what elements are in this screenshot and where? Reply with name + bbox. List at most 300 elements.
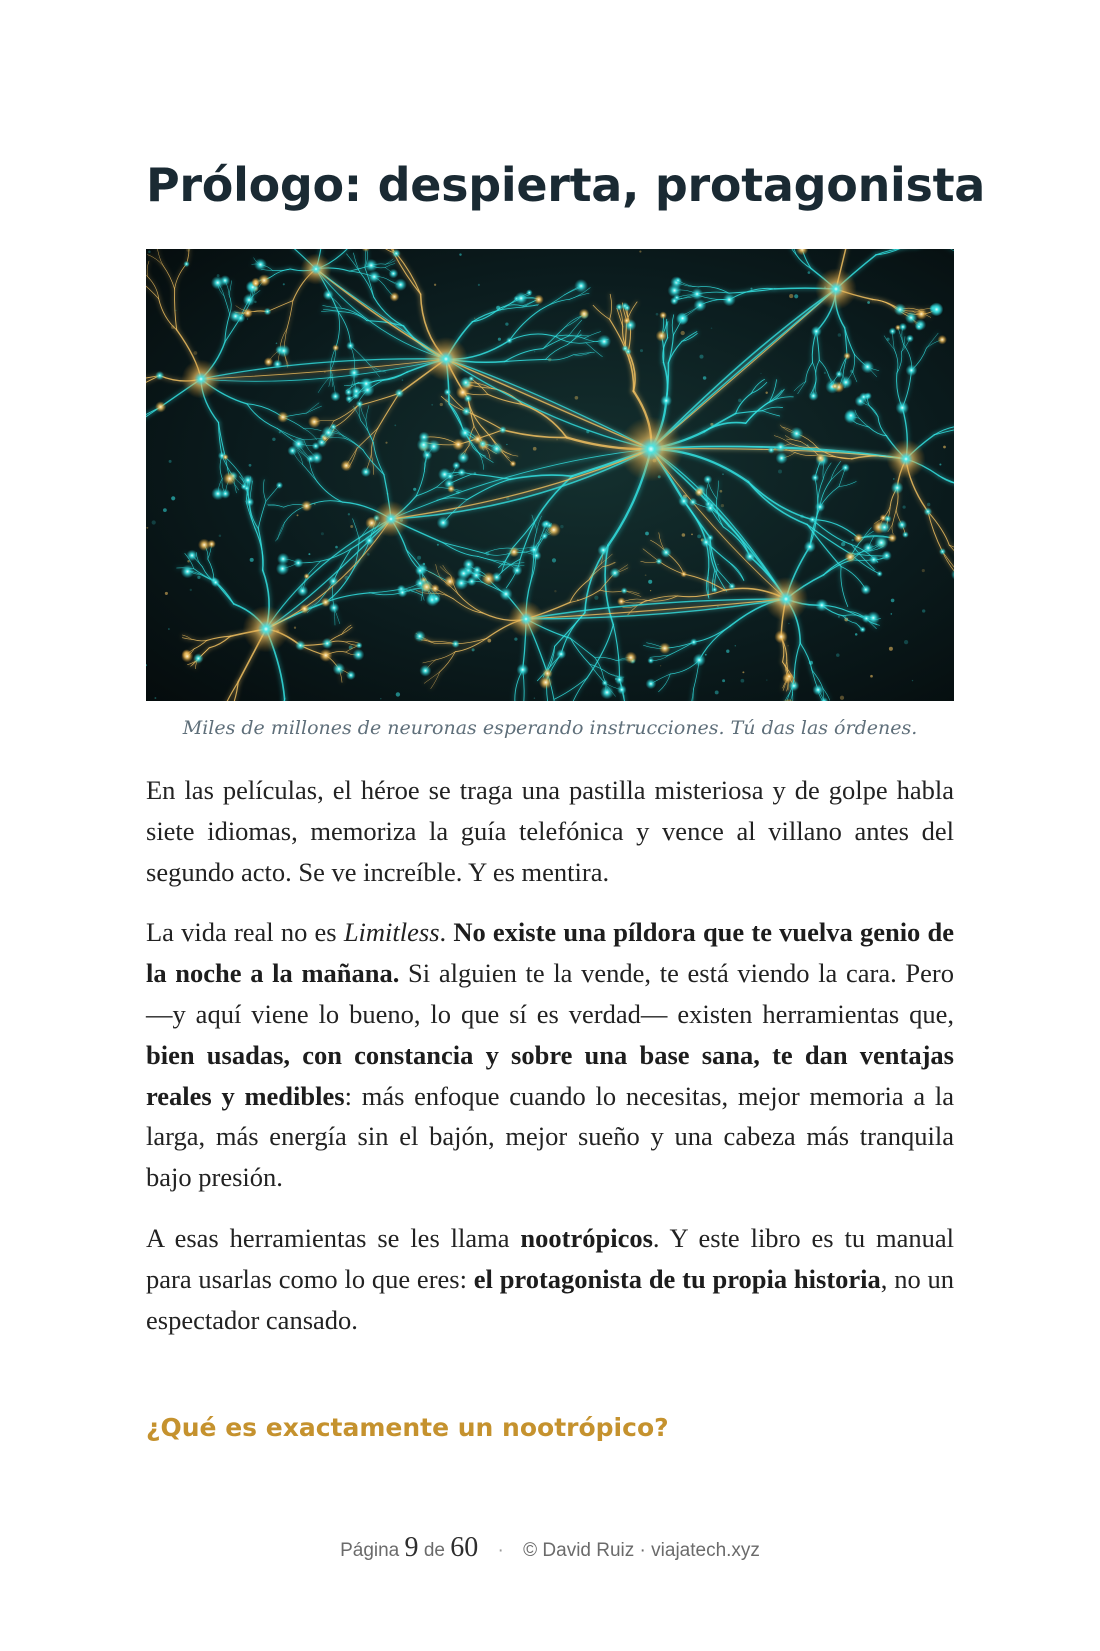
synapse-node — [690, 638, 698, 646]
synapse-node — [223, 472, 236, 485]
synapse-node — [712, 587, 718, 593]
synapse-node — [464, 394, 472, 402]
synapse-node — [229, 310, 242, 323]
synapse-node — [888, 533, 897, 542]
synapse-node — [332, 344, 339, 351]
particle — [722, 679, 725, 682]
particle — [711, 327, 713, 329]
particle — [417, 556, 421, 560]
synapse-node — [243, 294, 255, 306]
synapse-node — [510, 460, 517, 467]
synapse-node — [444, 575, 456, 587]
synapse-node — [906, 335, 914, 343]
particle — [922, 569, 925, 572]
particle — [645, 532, 649, 536]
synapse-node — [695, 488, 704, 497]
synapse-node — [809, 516, 817, 524]
synapse-node — [924, 507, 932, 515]
particle — [697, 534, 701, 538]
synapse-node — [529, 544, 540, 555]
synapse-node — [617, 685, 627, 695]
figure-caption: Miles de millones de neuronas esperando instrucciones. Tú das las órdenes. — [182, 717, 918, 739]
synapse-node — [862, 542, 874, 554]
synapse-node — [515, 292, 528, 305]
particle — [715, 690, 719, 694]
particle — [594, 596, 598, 600]
particle — [552, 558, 556, 562]
synapse-node — [333, 663, 345, 675]
synapse-node — [452, 461, 460, 469]
synapse-node — [897, 520, 907, 530]
synapse-node — [876, 571, 882, 577]
particle — [190, 589, 192, 591]
synapse-node — [574, 279, 588, 293]
particle — [163, 508, 167, 512]
particle — [656, 313, 659, 316]
soma-core — [438, 351, 453, 366]
synapse-node — [361, 467, 371, 477]
particle — [534, 697, 535, 698]
synapse-node — [542, 668, 552, 678]
synapse-node — [902, 531, 909, 538]
synapse-node — [276, 562, 289, 575]
synapse-node — [789, 680, 800, 691]
synapse-node — [446, 472, 454, 480]
particle — [402, 379, 403, 380]
particle — [705, 654, 707, 656]
synapse-node — [843, 352, 850, 359]
particle — [560, 525, 563, 528]
page-of-label: de — [423, 1540, 445, 1561]
synapse-node — [447, 485, 455, 493]
particle — [487, 639, 491, 643]
body-paragraph — [146, 770, 954, 892]
synapse-node — [541, 533, 548, 540]
synapse-node — [790, 427, 804, 441]
text-run: . — [439, 917, 454, 948]
synapse-node — [811, 326, 822, 337]
page-footer — [0, 1530, 1100, 1569]
soma-core — [829, 282, 843, 296]
particle — [431, 404, 433, 406]
synapse-node — [356, 400, 364, 408]
particle — [778, 470, 782, 474]
particle — [533, 447, 537, 451]
synapse-node — [389, 269, 399, 279]
synapse-node — [861, 360, 874, 373]
synapse-node — [844, 409, 857, 422]
synapse-node — [323, 289, 334, 300]
synapse-node — [360, 377, 373, 390]
synapse-node — [600, 686, 614, 700]
particle — [787, 645, 789, 647]
bold-text: bien usadas, con constancia y sobre una base sana, te dan ventajas reales y medibles — [146, 1039, 954, 1111]
particle — [247, 318, 248, 319]
synapse-node — [707, 534, 714, 541]
particle — [912, 680, 913, 681]
synapse-node — [854, 533, 864, 543]
particle — [808, 271, 811, 274]
section-subheading: ¿Qué es exactamente un nootrópico? — [146, 1413, 669, 1442]
synapse-node — [659, 643, 671, 655]
particle — [297, 514, 299, 516]
synapse-node — [207, 540, 216, 549]
synapse-node — [689, 498, 698, 507]
synapse-node — [312, 442, 320, 450]
particle — [171, 496, 175, 500]
particle — [294, 627, 296, 629]
synapse-node — [597, 544, 609, 556]
synapse-node — [273, 359, 283, 369]
synapse-node — [691, 288, 703, 300]
particle — [904, 640, 908, 644]
synapse-node — [915, 322, 923, 330]
synapse-node — [882, 551, 892, 561]
synapse-node — [243, 308, 253, 318]
synapse-node — [311, 452, 323, 464]
synapse-node — [930, 303, 944, 317]
particle — [348, 513, 350, 515]
particle — [645, 574, 647, 576]
particle — [394, 424, 396, 426]
synapse-node — [437, 516, 450, 529]
particle — [742, 671, 744, 673]
particle — [308, 553, 310, 555]
synapse-node — [647, 657, 654, 664]
synapse-node — [623, 317, 630, 324]
footer-credit: © David Ruiz · viajatech.xyz — [523, 1540, 760, 1561]
particle — [660, 665, 661, 666]
particle — [867, 301, 870, 304]
synapse-node — [775, 441, 786, 452]
particle — [717, 564, 718, 565]
particle — [794, 294, 798, 298]
particle — [851, 539, 853, 541]
particle — [472, 648, 475, 651]
synapse-node — [878, 521, 890, 533]
particle — [396, 692, 400, 696]
synapse-node — [659, 311, 667, 319]
synapse-node — [277, 411, 288, 422]
synapse-node — [346, 341, 355, 350]
particle — [321, 532, 324, 535]
particle — [939, 463, 941, 465]
synapse-node — [258, 274, 270, 286]
synapse-node — [452, 438, 464, 450]
synapse-node — [346, 670, 356, 680]
particle — [506, 444, 507, 445]
italic-text: Limitless — [343, 917, 440, 948]
synapse-node — [321, 597, 331, 607]
synapse-node — [397, 588, 407, 598]
body-paragraph — [146, 1218, 954, 1340]
synapse-node — [293, 558, 303, 568]
synapse-node — [656, 558, 663, 565]
synapse-node — [705, 503, 715, 513]
synapse-node — [297, 585, 309, 597]
synapse-node — [610, 568, 621, 579]
synapse-node — [460, 377, 472, 389]
synapse-node — [390, 292, 400, 302]
particle — [367, 553, 370, 556]
synapse-node — [804, 541, 816, 553]
synapse-node — [579, 309, 590, 320]
particle — [789, 294, 793, 298]
synapse-node — [624, 304, 631, 311]
particle — [146, 527, 148, 529]
synapse-node — [451, 640, 459, 648]
synapse-node — [646, 678, 657, 689]
soma-core — [640, 438, 663, 461]
synapse-node — [211, 276, 225, 290]
particle — [440, 403, 443, 406]
soma-core — [385, 513, 398, 526]
synapse-node — [319, 649, 332, 662]
synapse-node — [186, 550, 198, 562]
text-run: , no un espectador cansado. — [146, 1263, 955, 1335]
synapse-node — [463, 559, 475, 571]
synapse-node — [222, 454, 228, 460]
synapse-node — [693, 654, 706, 667]
particle — [575, 396, 579, 400]
synapse-node — [329, 603, 340, 614]
synapse-node — [348, 367, 360, 379]
soma-core — [520, 613, 533, 626]
synapse-node — [621, 587, 628, 594]
body-paragraph — [146, 912, 954, 1198]
particle — [437, 544, 439, 546]
synapse-node — [287, 446, 297, 456]
synapse-node — [490, 442, 503, 455]
text-run: A esas herramientas se les llama — [146, 1222, 521, 1253]
page-current: 9 — [404, 1532, 419, 1563]
particle — [922, 609, 925, 612]
synapse-node — [728, 582, 736, 590]
neurons-illustration — [146, 249, 954, 701]
synapse-node — [862, 614, 871, 623]
synapse-node — [499, 426, 507, 434]
synapse-node — [341, 460, 352, 471]
particle — [154, 697, 156, 699]
particle — [891, 599, 895, 603]
particle — [385, 442, 387, 444]
synapse-node — [415, 565, 425, 575]
particle — [726, 650, 729, 653]
particle — [169, 460, 172, 463]
synapse-node — [906, 364, 918, 376]
synapse-node — [181, 650, 193, 662]
synapse-node — [254, 258, 267, 271]
particle — [943, 446, 946, 449]
synapse-node — [352, 649, 364, 661]
particle — [720, 490, 723, 493]
particle — [165, 592, 168, 595]
synapse-node — [899, 323, 907, 331]
synapse-node — [896, 401, 910, 415]
synapse-node — [812, 684, 823, 695]
particle — [380, 698, 381, 699]
particle — [891, 613, 893, 615]
synapse-node — [937, 335, 947, 345]
synapse-node — [874, 536, 888, 550]
synapse-node — [394, 278, 407, 291]
synapse-node — [694, 299, 707, 312]
synapse-node — [815, 502, 825, 512]
particle — [760, 373, 761, 374]
particle — [554, 590, 556, 592]
synapse-node — [835, 370, 843, 378]
synapse-node — [615, 303, 623, 311]
text-run: En las películas, el héroe se traga una pastilla misteriosa y de golpe habla siete idiomas, memoriza la guía telefónica y vence al villano antes del segundo acto. Se ve increíble. Y es mentira. — [146, 775, 954, 887]
synapse-node — [322, 638, 333, 649]
synapse-node — [656, 330, 668, 342]
particle — [788, 623, 789, 624]
particle — [682, 533, 686, 537]
synapse-node — [869, 555, 879, 565]
synapse-node — [597, 335, 611, 349]
particle — [889, 647, 893, 651]
synapse-node — [517, 664, 529, 676]
particle — [250, 558, 254, 562]
synapse-node — [295, 640, 305, 650]
synapse-node — [670, 297, 679, 306]
synapse-node — [816, 453, 826, 463]
synapse-node — [245, 497, 254, 506]
synapse-node — [703, 475, 712, 484]
particle — [766, 679, 767, 680]
synapse-node — [939, 548, 946, 555]
synapse-node — [155, 401, 166, 412]
bold-text: nootrópicos — [520, 1222, 653, 1253]
synapse-node — [815, 599, 828, 612]
synapse-node — [211, 578, 220, 587]
synapse-node — [356, 642, 363, 649]
synapse-node — [304, 573, 310, 579]
synapse-node — [300, 604, 310, 614]
particle — [350, 525, 353, 528]
synapse-node — [264, 308, 272, 316]
synapse-node — [681, 571, 688, 578]
page-label: Página — [340, 1540, 400, 1561]
synapse-node — [894, 303, 906, 315]
synapse-node — [368, 270, 381, 283]
chapter-title: Prólogo: despierta, protagonista — [146, 158, 986, 212]
particle — [498, 338, 501, 341]
particle — [152, 520, 156, 524]
particle — [194, 351, 198, 355]
synapse-node — [845, 551, 856, 562]
particle — [855, 633, 858, 636]
synapse-node — [499, 587, 512, 600]
synapse-node — [277, 344, 290, 357]
synapse-node — [155, 371, 164, 380]
synapse-node — [891, 482, 904, 495]
footer-separator: · — [497, 1540, 504, 1561]
synapse-node — [427, 440, 441, 454]
text-run: : más enfoque cuando lo necesitas, mejor memoria a la larga, más energía sin el bajón, mejor sueño y una cabeza más tranquila bajo presión. — [146, 1080, 954, 1193]
synapse-node — [512, 565, 523, 576]
neuron-network-image — [146, 249, 954, 701]
particle — [722, 474, 723, 475]
synapse-node — [457, 452, 469, 464]
synapse-node — [661, 547, 672, 558]
synapse-node — [723, 293, 736, 306]
synapse-node — [330, 391, 340, 401]
synapse-node — [832, 383, 838, 389]
particle — [699, 355, 703, 359]
particle — [478, 284, 480, 286]
synapse-node — [676, 312, 688, 324]
synapse-node — [344, 388, 353, 397]
body-text — [146, 770, 954, 1360]
particle — [505, 322, 508, 325]
synapse-node — [193, 653, 203, 663]
synapse-node — [479, 440, 487, 448]
particle — [648, 580, 652, 584]
synapse-node — [776, 452, 788, 464]
synapse-node — [861, 584, 872, 595]
particle — [413, 488, 416, 491]
particle — [276, 343, 278, 345]
text-run: Si alguien te la vende, te está viendo la cara. Pero —y aquí viene lo bueno, lo que sí es verdad— existen herramientas que, — [146, 958, 954, 1029]
particle — [893, 478, 895, 480]
synapse-node — [660, 395, 672, 407]
synapse-node — [301, 500, 312, 511]
particle — [741, 679, 745, 683]
particle — [335, 546, 338, 549]
synapse-node — [421, 581, 432, 592]
synapse-node — [395, 389, 404, 398]
synapse-node — [482, 572, 496, 586]
synapse-node — [617, 597, 626, 606]
synapse-node — [744, 551, 755, 562]
text-run: . Y este libro es tu manual para usarlas como lo que eres: — [146, 1222, 954, 1294]
particle — [434, 284, 436, 286]
particle — [870, 675, 873, 678]
particle — [249, 464, 252, 467]
page-total: 60 — [450, 1532, 479, 1563]
synapse-node — [811, 474, 819, 482]
synapse-node — [556, 649, 566, 659]
synapse-node — [183, 261, 189, 267]
bold-text: el protagonista de tu propia historia — [473, 1263, 881, 1294]
synapse-node — [615, 675, 625, 685]
soma-core — [311, 264, 322, 275]
particle — [903, 506, 906, 509]
soma-core — [778, 591, 793, 606]
particle — [838, 333, 842, 337]
soma-core — [258, 621, 274, 637]
synapse-node — [419, 665, 431, 677]
particle — [534, 351, 535, 352]
bold-text: No existe una píldora que te vuelva genio de la noche a la mañana. — [146, 917, 954, 989]
synapse-node — [675, 277, 682, 284]
synapse-node — [457, 468, 466, 477]
synapse-node — [181, 565, 195, 579]
synapse-node — [506, 337, 513, 344]
synapse-node — [526, 289, 533, 296]
synapse-node — [414, 630, 426, 642]
particle — [927, 503, 930, 506]
synapse-node — [774, 630, 787, 643]
synapse-node — [542, 520, 550, 528]
particle — [459, 253, 461, 255]
particle — [272, 438, 275, 441]
particle — [691, 534, 693, 536]
synapse-node — [622, 345, 629, 352]
particle — [197, 576, 200, 579]
text-run: La vida real no es — [146, 917, 344, 948]
